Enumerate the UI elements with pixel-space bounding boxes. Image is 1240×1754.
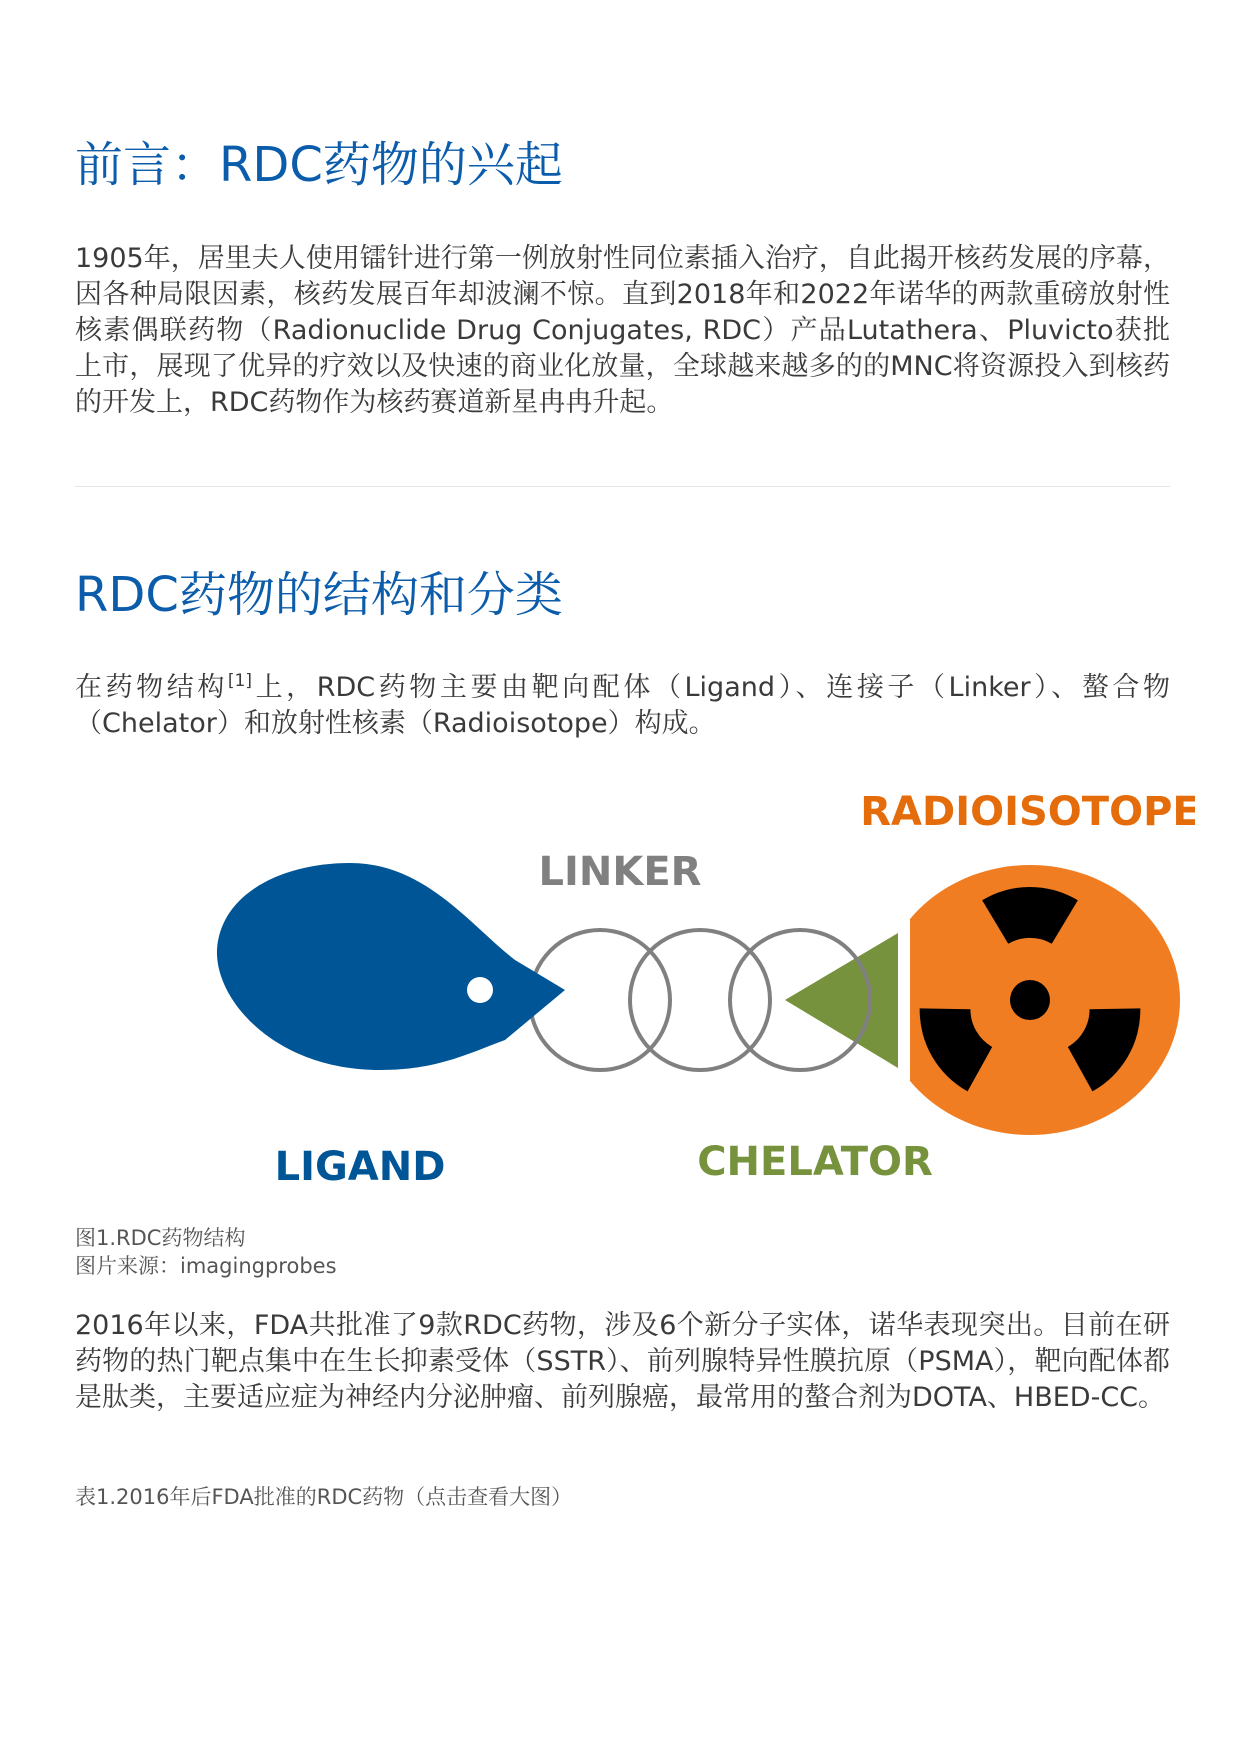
figure-caption: 图1.RDC药物结构: [75, 1226, 246, 1250]
rdc-structure-figure: [135, 785, 1195, 1205]
table-caption-link[interactable]: 表1.2016年后FDA批准的RDC药物（点击查看大图）: [75, 1485, 573, 1509]
figure-source: 图片来源：imagingprobes: [75, 1254, 337, 1278]
ligand-shape: [217, 863, 565, 1070]
structure-text-after-ref: 上，RDC药物主要由靶向配体（Ligand）、连接子（Linker）、螯合物（Chelator）和放射性核素（Radioisotope）构成。: [75, 672, 1170, 739]
section-divider: [75, 486, 1170, 487]
linker-label: LINKER: [538, 849, 702, 895]
structure-title: RDC药物的结构和分类: [75, 567, 563, 623]
intro-title: 前言：RDC药物的兴起: [75, 137, 563, 193]
structure-text-before-ref: 在药物结构: [75, 672, 228, 703]
radioisotope-label: RADIOISOTOPE: [860, 789, 1195, 835]
rdc-structure-diagram: [135, 785, 1195, 1205]
reference-link[interactable]: [1]: [227, 671, 252, 691]
ligand-label: LIGAND: [274, 1144, 446, 1190]
structure-paragraph: [75, 670, 1170, 742]
chelator-shape: [785, 933, 898, 1068]
ligand-hole: [467, 977, 493, 1003]
approval-paragraph: 2016年以来，FDA共批准了9款RDC药物，涉及6个新分子实体，诺华表现突出。目前在研药物的热门靶点集中在生长抑素受体（SSTR）、前列腺特异性膜抗原（PSMA），靶向配体都是肽类，主要适应症为神经内分泌肿瘤、前列腺癌，最常用的螯合剂为DOTA、HBED-CC。: [75, 1310, 1170, 1413]
intro-paragraph: 1905年，居里夫人使用镭针进行第一例放射性同位素插入治疗，自此揭开核药发展的序幕，因各种局限因素，核药发展百年却波澜不惊。直到2018年和2022年诺华的两款重磅放射性核素偶联药物（Radionuclide Drug Conjugates, RDC）产品Lutathera、Pluvicto获批上市，展现了优异的疗效以及快速的商业化放量，全球越来越多的的MNC将资源投入到核药的开发上，RDC药物作为核药赛道新星冉冉升起。: [75, 243, 1170, 418]
chelator-label: CHELATOR: [697, 1139, 933, 1185]
